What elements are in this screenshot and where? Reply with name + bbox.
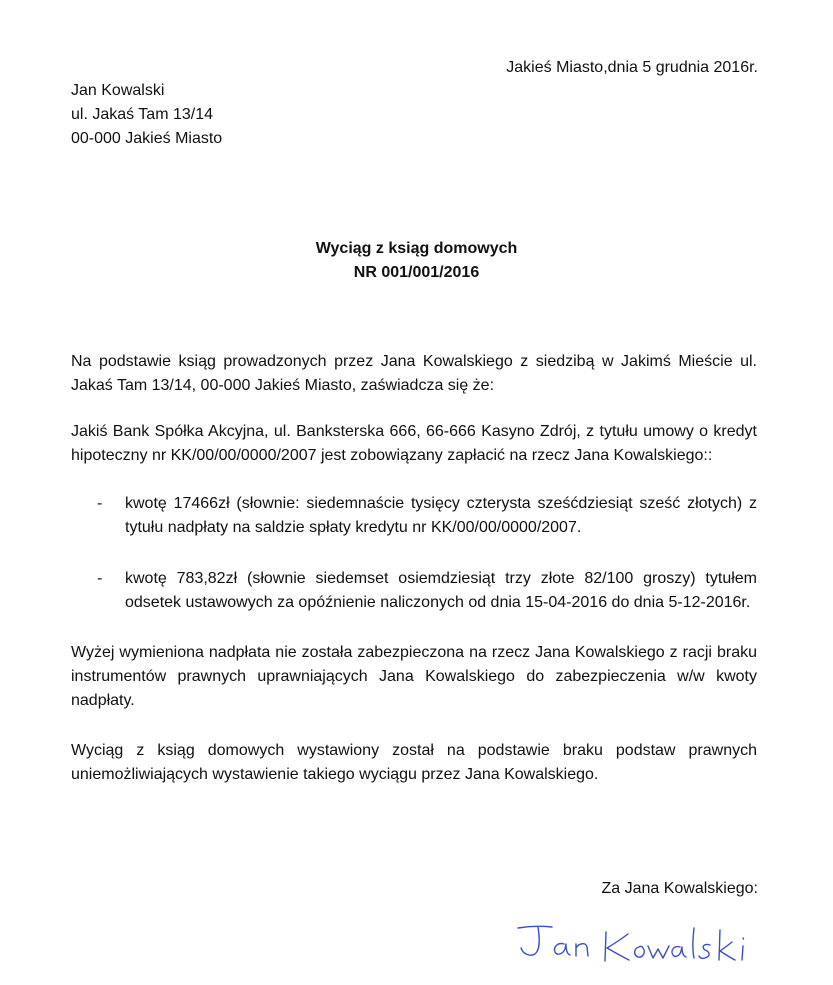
final-paragraph: Wyciąg z ksiąg domowych wystawiony został na podstawie braku podstaw prawnych uniemożliwiających wystawienie takiego wyciągu przez Jana Kowalskiego.: [71, 742, 757, 783]
closing-label: Za Jana Kowalskiego:: [601, 880, 758, 897]
place-and-date: Jakieś Miasto,dnia 5 grudnia 2016r.: [506, 59, 758, 76]
document-title-line: Wyciąg z ksiąg domowych: [315, 240, 518, 257]
list-item-text: kwotę 783,82zł (słownie siedemset osiemdziesiąt trzy złote 82/100 groszy) tytułem odsetek ustawowych za opóźnienie naliczonych od dnia 15-04-2016 do dnia 5-12-2016r.: [125, 570, 757, 611]
document-number: NR 001/001/2016: [353, 264, 480, 281]
note-paragraph: Wyżej wymieniona nadpłata nie została zabezpieczona na rzecz Jana Kowalskiego z racji braku instrumentów prawnych uprawniających Jana Kowalskiego do zabezpieczenia w/w kwoty nadpłaty.: [71, 644, 757, 709]
list-bullet: -: [97, 570, 103, 587]
sender-street: ul. Jakaś Tam 13/14: [71, 106, 214, 123]
sender-city: 00-000 Jakieś Miasto: [71, 130, 223, 147]
list-bullet: -: [97, 495, 103, 512]
list-item-text: kwotę 17466zł (słownie: siedemnaście tysięcy czterysta sześćdziesiąt sześć złotych) z tytułu nadpłaty na saldzie spłaty kredytu nr KK/00/00/0000/2007.: [125, 495, 757, 536]
intro-paragraph: Na podstawie ksiąg prowadzonych przez Jana Kowalskiego z siedzibą w Jakimś Mieście ul. Jakaś Tam 13/14, 00-000 Jakieś Miasto, zaświadcza się że:: [71, 353, 757, 394]
sender-name: Jan Kowalski: [71, 82, 165, 99]
document-body: [71, 350, 757, 787]
amounts-list: [71, 492, 757, 615]
list-item: [71, 492, 757, 540]
debtor-paragraph: Jakiś Bank Spółka Akcyjna, ul. Banksterska 666, 66-666 Kasyno Zdrój, z tytułu umowy o kredyt hipoteczny nr KK/00/00/0000/2007 jest zobowiązany zapłacić na rzecz Jana Kowalskiego::: [71, 423, 757, 464]
document-title: [0, 237, 833, 285]
handwritten-signature: [508, 916, 768, 976]
sender-address: [71, 79, 471, 151]
signature-strokes: [518, 926, 744, 961]
list-item: [71, 567, 757, 615]
